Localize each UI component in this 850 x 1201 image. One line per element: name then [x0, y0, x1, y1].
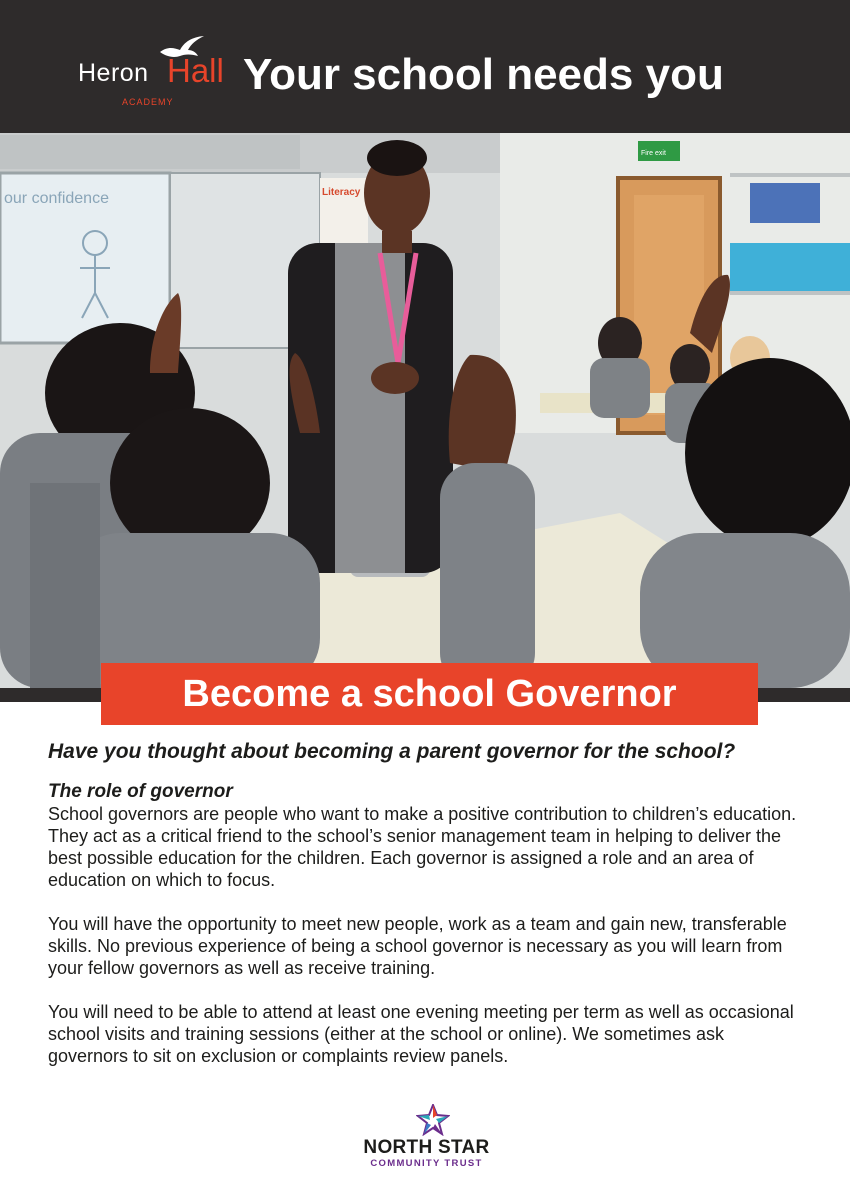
page-title: Your school needs you	[243, 50, 724, 99]
heron-hall-logo	[78, 34, 228, 114]
north-star-logo	[354, 1104, 504, 1174]
header-bar	[0, 0, 850, 133]
fire-exit-sign: Fire exit	[641, 150, 666, 157]
star-icon	[416, 1104, 450, 1136]
paragraph-opportunity: You will have the opportunity to meet new people, work as a team and gain new, transferable skills. No previous experience of being a school governor is necessary as you will learn from your fellow governors as well as receive training.	[48, 914, 787, 978]
role-heading: The role of governor	[48, 781, 233, 802]
logo-word-academy: ACADEMY	[122, 97, 174, 107]
classroom-photo	[0, 133, 850, 688]
main-content	[48, 738, 808, 1067]
logo-word-heron: Heron	[78, 59, 149, 87]
footer-logo-subtitle: COMMUNITY TRUST	[370, 1158, 483, 1169]
paragraph-role: School governors are people who want to make a positive contribution to children’s education. They act as a critical friend to the school’s senior management team in helping to deliver the best possible education for the children. Each governor is assigned a role and an area of education on which to focus.	[48, 804, 797, 890]
intro-question: Have you thought about becoming a parent governor for the school?	[48, 740, 736, 763]
board-text: our confidence	[4, 190, 109, 207]
logo-word-hall: Hall	[167, 52, 224, 89]
literacy-sign: Literacy	[322, 187, 361, 198]
become-governor-banner: Become a school Governor	[101, 663, 758, 725]
footer-logo-name: NORTH STAR	[363, 1137, 490, 1158]
paragraph-commitment: You will need to be able to attend at least one evening meeting per term as well as occasional school visits and training sessions (either at the school or online). We sometimes ask governors to sit on exclusion or complaints review panels.	[48, 1002, 794, 1066]
